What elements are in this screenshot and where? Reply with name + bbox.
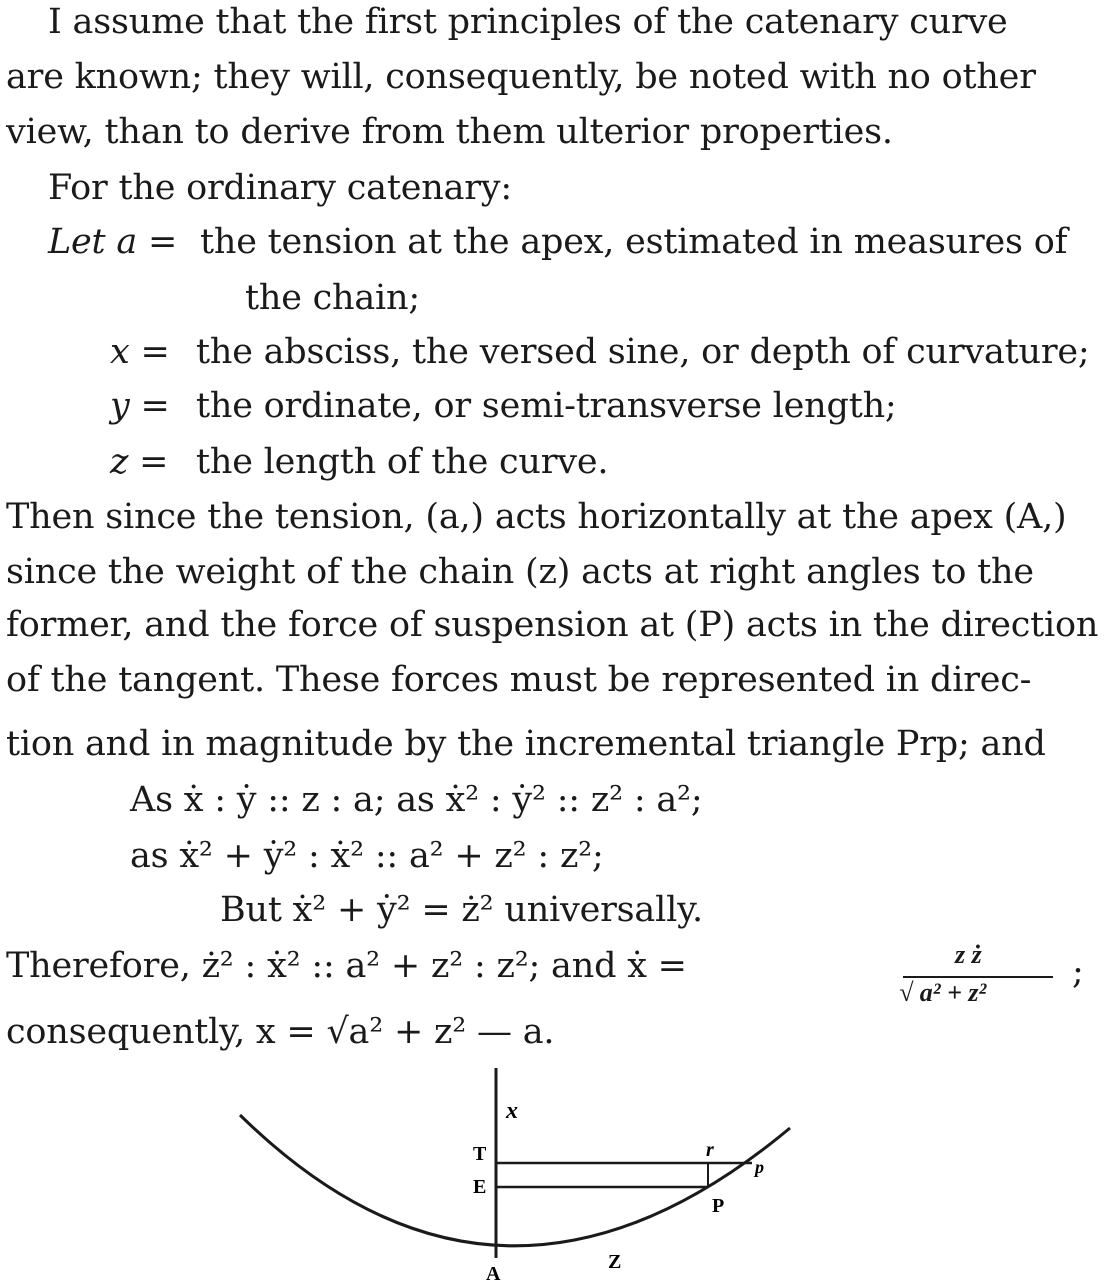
definition-a-symbol: Let a = [48, 222, 178, 262]
equation-1: As ẋ : ẏ :: z : a; as ẋ² : ẏ² :: z² : a²; [130, 780, 703, 820]
equation-4-semicolon: ; [1072, 952, 1084, 992]
fraction [885, 940, 1075, 1018]
paragraph1-line3: view, than to derive from them ulterior properties. [6, 112, 893, 152]
definition-a-text: the tension at the apex, estimated in measures of [200, 222, 1068, 262]
catenary-figure [0, 1060, 1108, 1280]
equation-2: as ẋ² + ẏ² : ẋ² :: a² + z² : z²; [130, 836, 604, 876]
paragraph1-line2: are known; they will, consequently, be noted with no other [6, 57, 1036, 97]
definition-z-text: the length of the curve. [196, 442, 609, 482]
fraction-denominator: √ a² + z² [899, 978, 987, 1007]
paragraph2-line3: former, and the force of suspension at (P) acts in the direction [6, 605, 1099, 645]
definition-y-text: the ordinate, or semi-transverse length; [196, 386, 897, 426]
definition-x-text: the absciss, the versed sine, or depth of curvature; [196, 332, 1090, 372]
label-Z: Z [608, 1251, 622, 1273]
paragraph2-line1: Then since the tension, (a,) acts horizontally at the apex (A,) [6, 497, 1067, 537]
paragraph1-line1: I assume that the first principles of the catenary curve [48, 2, 1008, 42]
definition-a-text-cont: the chain; [245, 278, 420, 318]
paragraph2-line2: since the weight of the chain (z) acts at right angles to the [6, 552, 1034, 592]
label-E: E [473, 1176, 487, 1198]
definition-y-symbol: y = [110, 386, 170, 426]
fraction-numerator: z ż [955, 940, 982, 969]
definition-z-symbol: z = [110, 442, 169, 482]
label-r: r [706, 1139, 714, 1161]
label-p: p [755, 1157, 764, 1177]
equation-3: But ẋ² + ẏ² = ż² universally. [220, 890, 703, 930]
ordinary-heading: For the ordinary catenary: [48, 168, 512, 208]
definition-a-lead [48, 220, 177, 264]
definition-x-symbol: x = [110, 332, 170, 372]
equation-5: consequently, x = √a² + z² — a. [6, 1012, 555, 1052]
label-A: A [486, 1263, 501, 1280]
paragraph2-line4: of the tangent. These forces must be represented in direc- [6, 660, 1032, 700]
label-T: T [473, 1143, 487, 1165]
label-x: x [506, 1098, 518, 1124]
equation-4: Therefore, ż² : ẋ² :: a² + z² : z²; and ẋ = [6, 946, 687, 986]
paragraph2-line5: tion and in magnitude by the incremental triangle Prp; and [6, 724, 1046, 764]
label-P: P [712, 1195, 725, 1217]
